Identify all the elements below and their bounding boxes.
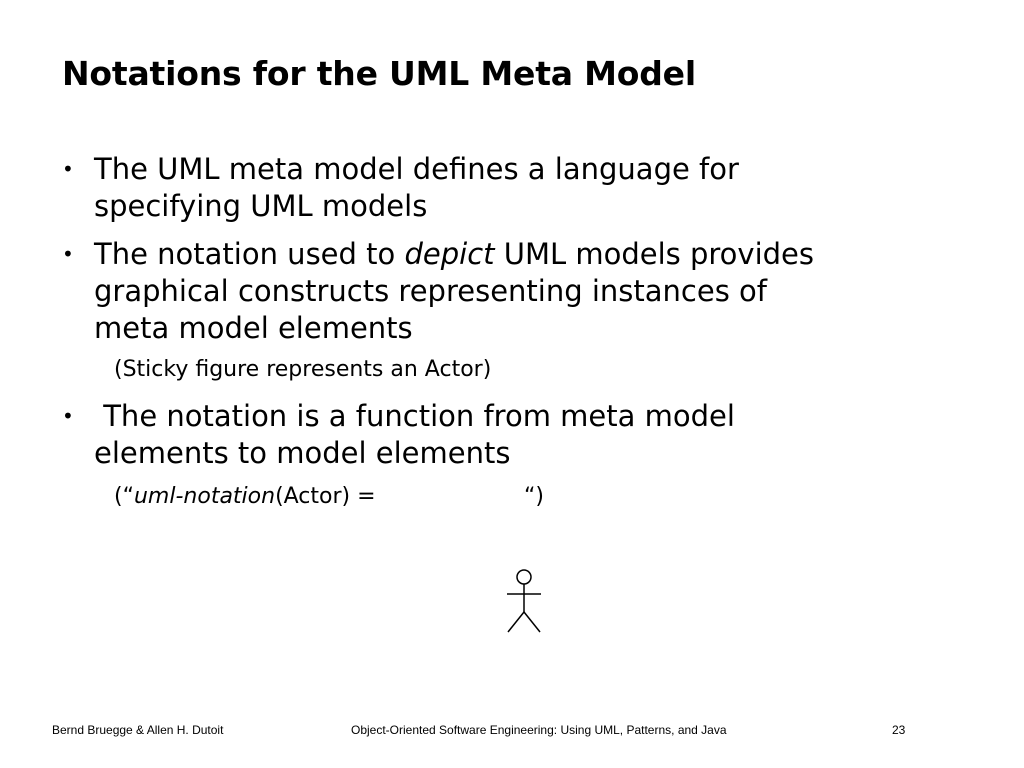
sub-note-open: (“ <box>114 484 134 509</box>
footer-page-number: 23 <box>892 723 906 737</box>
bullet-icon: • <box>62 242 74 266</box>
sub-note-middle: (Actor) = <box>275 484 376 509</box>
stick-figure-actor-icon <box>503 568 545 634</box>
sub-note-notation <box>114 483 544 511</box>
footer-authors: Bernd Bruegge & Allen H. Dutoit <box>52 723 224 737</box>
bullet-2-line-3: meta model elements <box>94 311 413 345</box>
sub-note-actor: (Sticky figure represents an Actor) <box>114 357 492 382</box>
bullet-icon: • <box>62 404 74 428</box>
bullet-2-line-2: graphical constructs representing instances of <box>94 274 767 308</box>
sub-note-close: “) <box>524 484 544 509</box>
bullet-3-line-2: elements to model elements <box>94 436 511 470</box>
slide-title: Notations for the UML Meta Model <box>62 54 696 93</box>
bullet-3-line-1: The notation is a function from meta model <box>94 399 735 433</box>
bullet-2-text-post: UML models provides <box>494 237 814 271</box>
bullet-1-line-2: specifying UML models <box>94 189 428 223</box>
sub-note-italic: uml-notation <box>133 484 276 509</box>
bullet-2-text-pre: The notation used to <box>94 237 405 271</box>
bullet-icon: • <box>62 157 74 181</box>
footer-book-title: Object-Oriented Software Engineering: Using UML, Patterns, and Java <box>351 723 727 737</box>
bullet-1-line-1: The UML meta model defines a language for <box>94 152 739 186</box>
bullet-2-line-1 <box>94 236 974 273</box>
bullet-2-text-italic: depict <box>404 237 495 271</box>
